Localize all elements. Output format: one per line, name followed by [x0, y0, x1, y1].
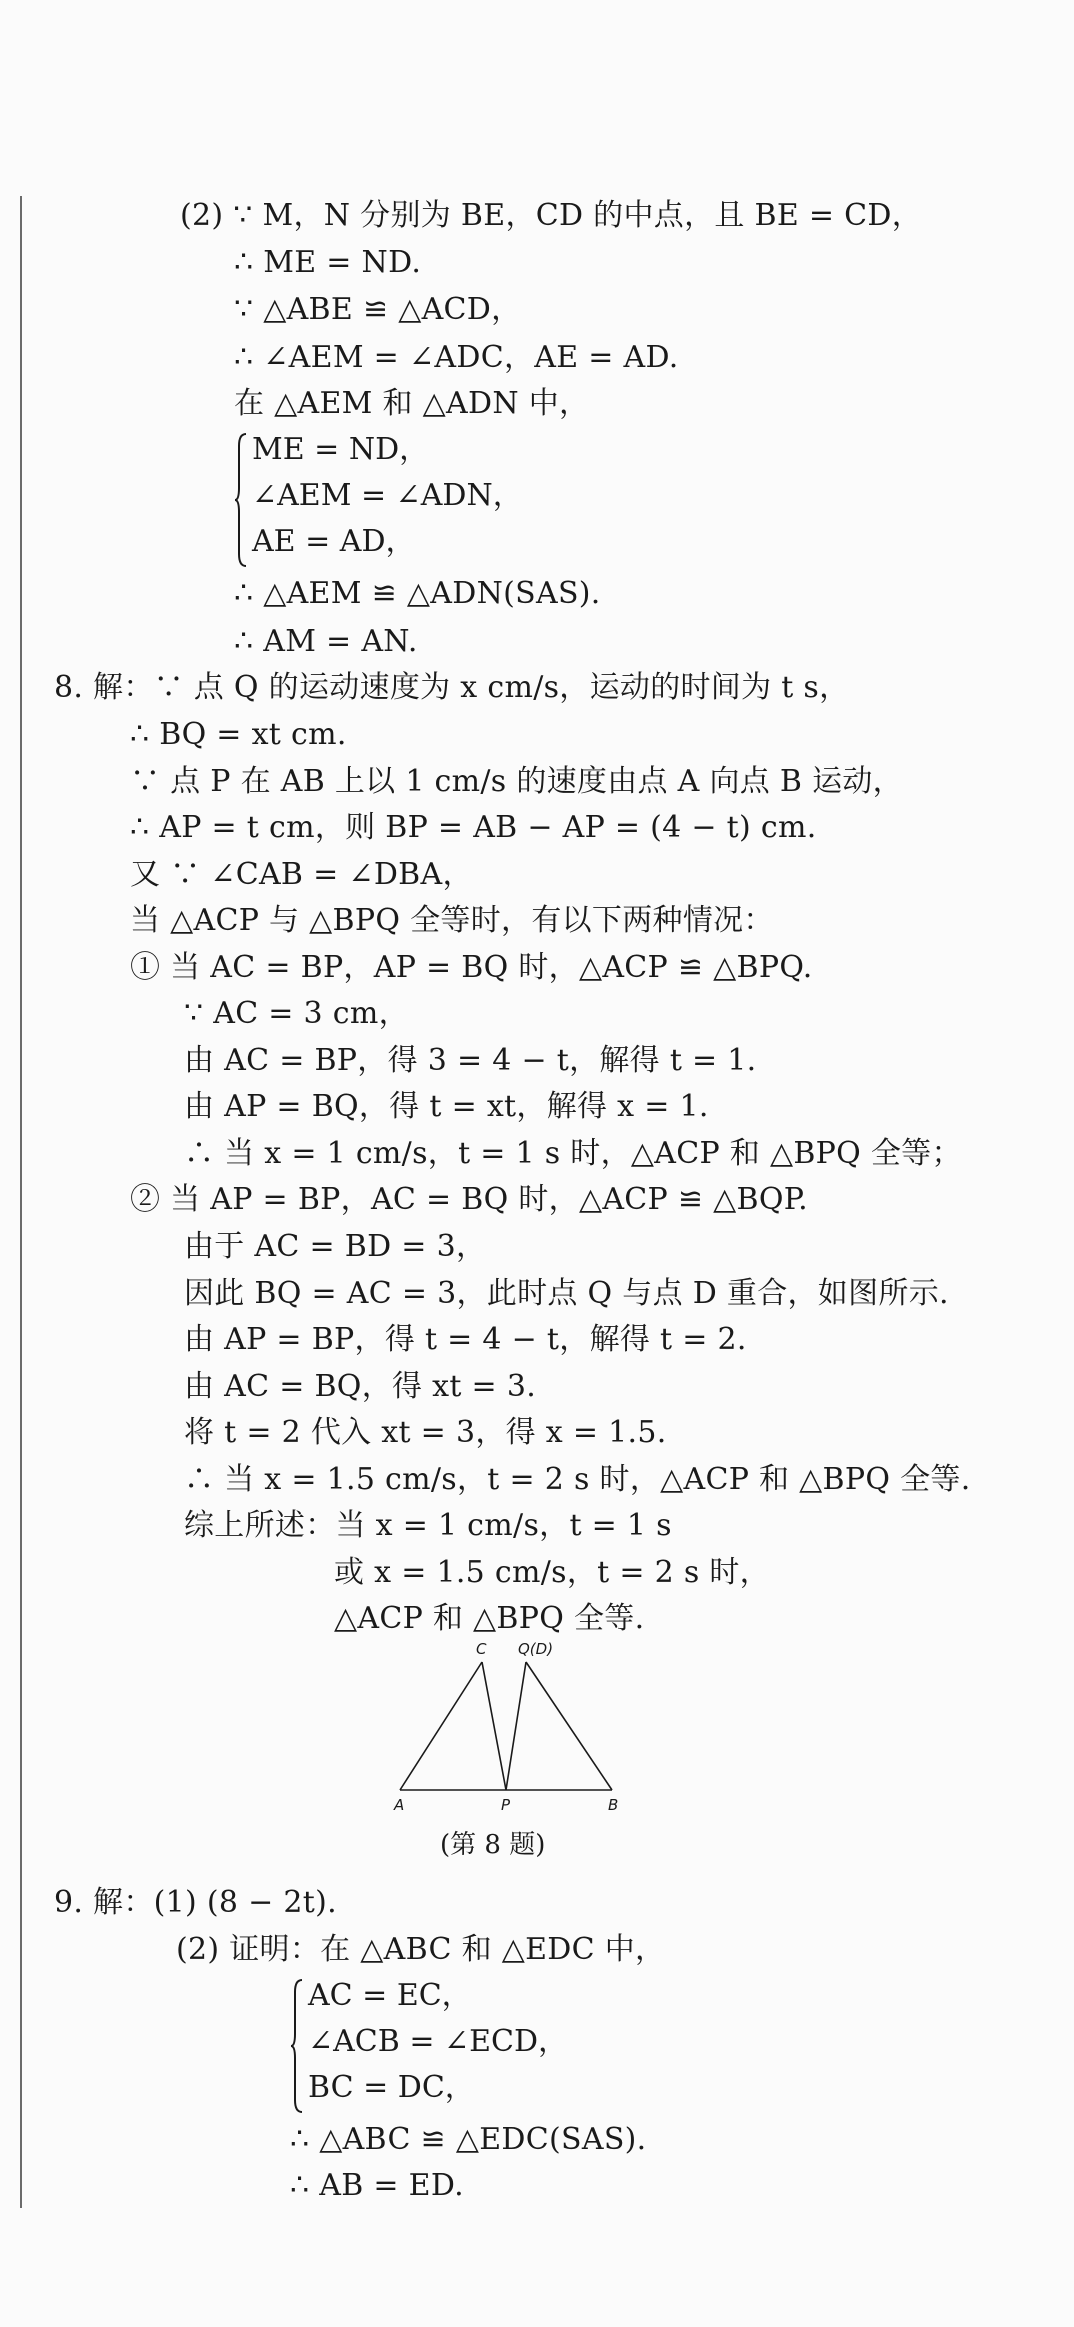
solution-line: ∴ AP = t cm，则 BP = AB − AP = (4 − t) cm. — [130, 810, 817, 845]
system-line: ∠AEM = ∠ADN， — [252, 478, 523, 513]
segment-pq — [506, 1662, 526, 1790]
system-line: ∠ACB = ∠ECD， — [308, 2024, 569, 2059]
proof-line: ∴ ME = ND. — [234, 245, 422, 280]
equation-system — [290, 1976, 610, 2116]
figure-caption: (第 8 题) — [440, 1830, 546, 1860]
solution-line: ∴ BQ = xt cm. — [130, 717, 347, 752]
left-brace-icon — [290, 1976, 304, 2116]
system-line: BC = DC， — [308, 2070, 475, 2105]
solution-line: 由 AP = BQ，得 t = xt，解得 x = 1. — [184, 1089, 709, 1124]
proof-line: ∵ △ABE ≌ △ACD， — [234, 292, 522, 327]
case-1-heading: ① 当 AC = BP，AP = BQ 时，△ACP ≌ △BPQ. — [130, 950, 813, 985]
left-brace-icon — [234, 430, 248, 570]
segment-ac — [400, 1662, 482, 1790]
label-b: B — [608, 1796, 619, 1814]
proof-line: ∴ AB = ED. — [290, 2168, 464, 2203]
system-line: AE = AD， — [252, 524, 416, 559]
proof-line: (2) ∵ M，N 分别为 BE，CD 的中点，且 BE = CD， — [180, 198, 923, 233]
solution-line: 由 AC = BQ，得 xt = 3. — [184, 1369, 537, 1404]
conclusion-line: 或 x = 1.5 cm/s，t = 2 s 时， — [334, 1555, 770, 1590]
solution-line: 由 AP = BP，得 t = 4 − t，解得 t = 2. — [184, 1322, 747, 1357]
label-q-d: Q(D) — [518, 1640, 554, 1658]
proof-line: ∴ AM = AN. — [234, 624, 418, 659]
problem-8-heading: 8. 解：∵ 点 Q 的运动速度为 x cm/s，运动的时间为 t s， — [54, 670, 850, 705]
case-2-heading: ② 当 AP = BP，AC = BQ 时，△ACP ≌ △BQP. — [130, 1182, 809, 1217]
label-p: P — [501, 1796, 511, 1814]
label-a: A — [394, 1796, 405, 1814]
equation-system — [234, 430, 534, 570]
solution-line: 将 t = 2 代入 xt = 3，得 x = 1.5. — [184, 1415, 667, 1450]
margin-rule — [20, 196, 22, 2208]
problem-9-heading: 9. 解：(1) (8 − 2t). — [54, 1885, 337, 1920]
conclusion-line: △ACP 和 △BPQ 全等. — [334, 1601, 645, 1636]
proof-line: ∴ △ABC ≌ △EDC(SAS). — [290, 2122, 647, 2157]
solution-line: ∵ 点 P 在 AB 上以 1 cm/s 的速度由点 A 向点 B 运动， — [130, 764, 903, 799]
solution-line: ∴ 当 x = 1.5 cm/s，t = 2 s 时，△ACP 和 △BPQ 全等. — [184, 1462, 971, 1497]
solution-line: 由 AC = BP，得 3 = 4 − t，解得 t = 1. — [184, 1043, 757, 1078]
proof-line: (2) 证明：在 △ABC 和 △EDC 中， — [176, 1932, 666, 1967]
triangle-figure — [380, 1640, 640, 1825]
solution-line: ∵ AC = 3 cm， — [184, 996, 409, 1031]
conclusion-line: 综上所述：当 x = 1 cm/s，t = 1 s — [184, 1508, 672, 1543]
solution-line: 当 △ACP 与 △BPQ 全等时，有以下两种情况： — [130, 903, 774, 938]
system-line: AC = EC， — [308, 1978, 472, 2013]
solution-line: 因此 BQ = AC = 3，此时点 Q 与点 D 重合，如图所示. — [184, 1276, 949, 1311]
proof-line: ∴ △AEM ≌ △ADN(SAS). — [234, 576, 601, 611]
solution-line: ∴ 当 x = 1 cm/s，t = 1 s 时，△ACP 和 △BPQ 全等； — [184, 1136, 962, 1171]
proof-line: 在 △AEM 和 △ADN 中， — [234, 386, 590, 421]
proof-line: ∴ ∠AEM = ∠ADC，AE = AD. — [234, 340, 679, 375]
segment-qb — [526, 1662, 612, 1790]
segment-cp — [482, 1662, 506, 1790]
solution-line: 又 ∵ ∠CAB = ∠DBA， — [130, 857, 473, 892]
label-c: C — [476, 1640, 487, 1658]
system-line: ME = ND， — [252, 432, 430, 467]
solution-line: 由于 AC = BD = 3， — [184, 1229, 487, 1264]
